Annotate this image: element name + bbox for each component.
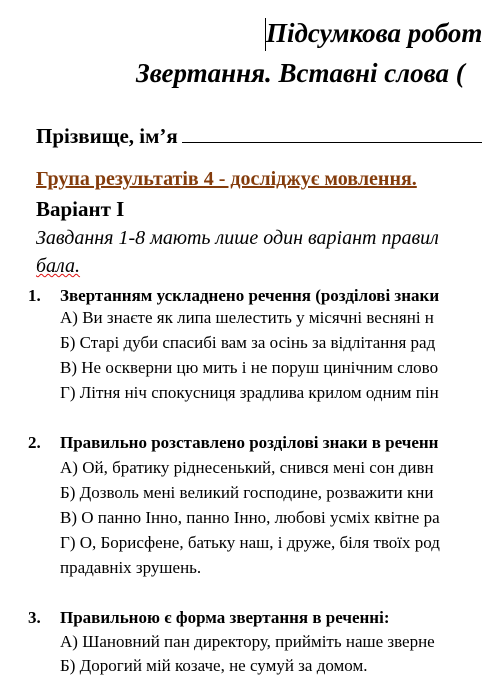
results-group-heading: Група результатів 4 - досліджує мовлення. — [36, 168, 417, 190]
variant-heading: Варіант І — [36, 197, 125, 221]
page-title: Підсумкова робот — [266, 18, 483, 48]
task-instruction-line-2 — [36, 255, 80, 278]
task-instruction-word: бала. — [36, 255, 81, 277]
question-text: Звертанням ускладнено речення (розділові знаки — [60, 286, 440, 305]
question-option-continuation: прадавніх зрушень. — [60, 558, 202, 577]
name-label: Прізвище, ім’я — [36, 124, 178, 148]
question-text: Правильною є форма звертання в реченні: — [60, 608, 390, 627]
question-option: Г) Літня ніч спокусниця зрадлива крилом одним пін — [60, 383, 439, 402]
question-option: Б) Старі дуби спасибі вам за осінь за відлітання рад — [60, 333, 436, 352]
question-option: Б) Дорогий мій козаче, не сумуй за домом. — [60, 656, 368, 675]
question-option: Б) Дозволь мені великий господине, розважити кни — [60, 483, 434, 502]
question-number: 2. — [28, 433, 41, 452]
name-blank-line[interactable] — [182, 124, 482, 143]
question-option: Г) О, Борисфене, батьку наш, і друже, біля твоїх род — [60, 533, 440, 552]
question-number: 1. — [28, 286, 41, 305]
question-option: А) Шановний пан директору, прийміть наше зверне — [60, 632, 435, 651]
question-option: А) Ви знаєте як липа шелестить у місячні весняні н — [60, 308, 434, 327]
name-field[interactable] — [36, 124, 482, 149]
question-option: В) Не оскверни цю мить і не поруш цинічним слово — [60, 358, 439, 377]
question-option: В) О панно Інно, панно Інно, любові усміх квітне ра — [60, 508, 440, 527]
question-number: 3. — [28, 608, 41, 627]
question-text: Правильно розставлено розділові знаки в реченн — [60, 433, 439, 452]
question-option: А) Ой, братику ріднесенький, снився мені сон дивн — [60, 458, 434, 477]
page-subtitle: Звертання. Вставні слова ( — [136, 58, 465, 88]
task-instruction-line-1: Завдання 1-8 мають лише один варіант правил — [36, 227, 439, 249]
